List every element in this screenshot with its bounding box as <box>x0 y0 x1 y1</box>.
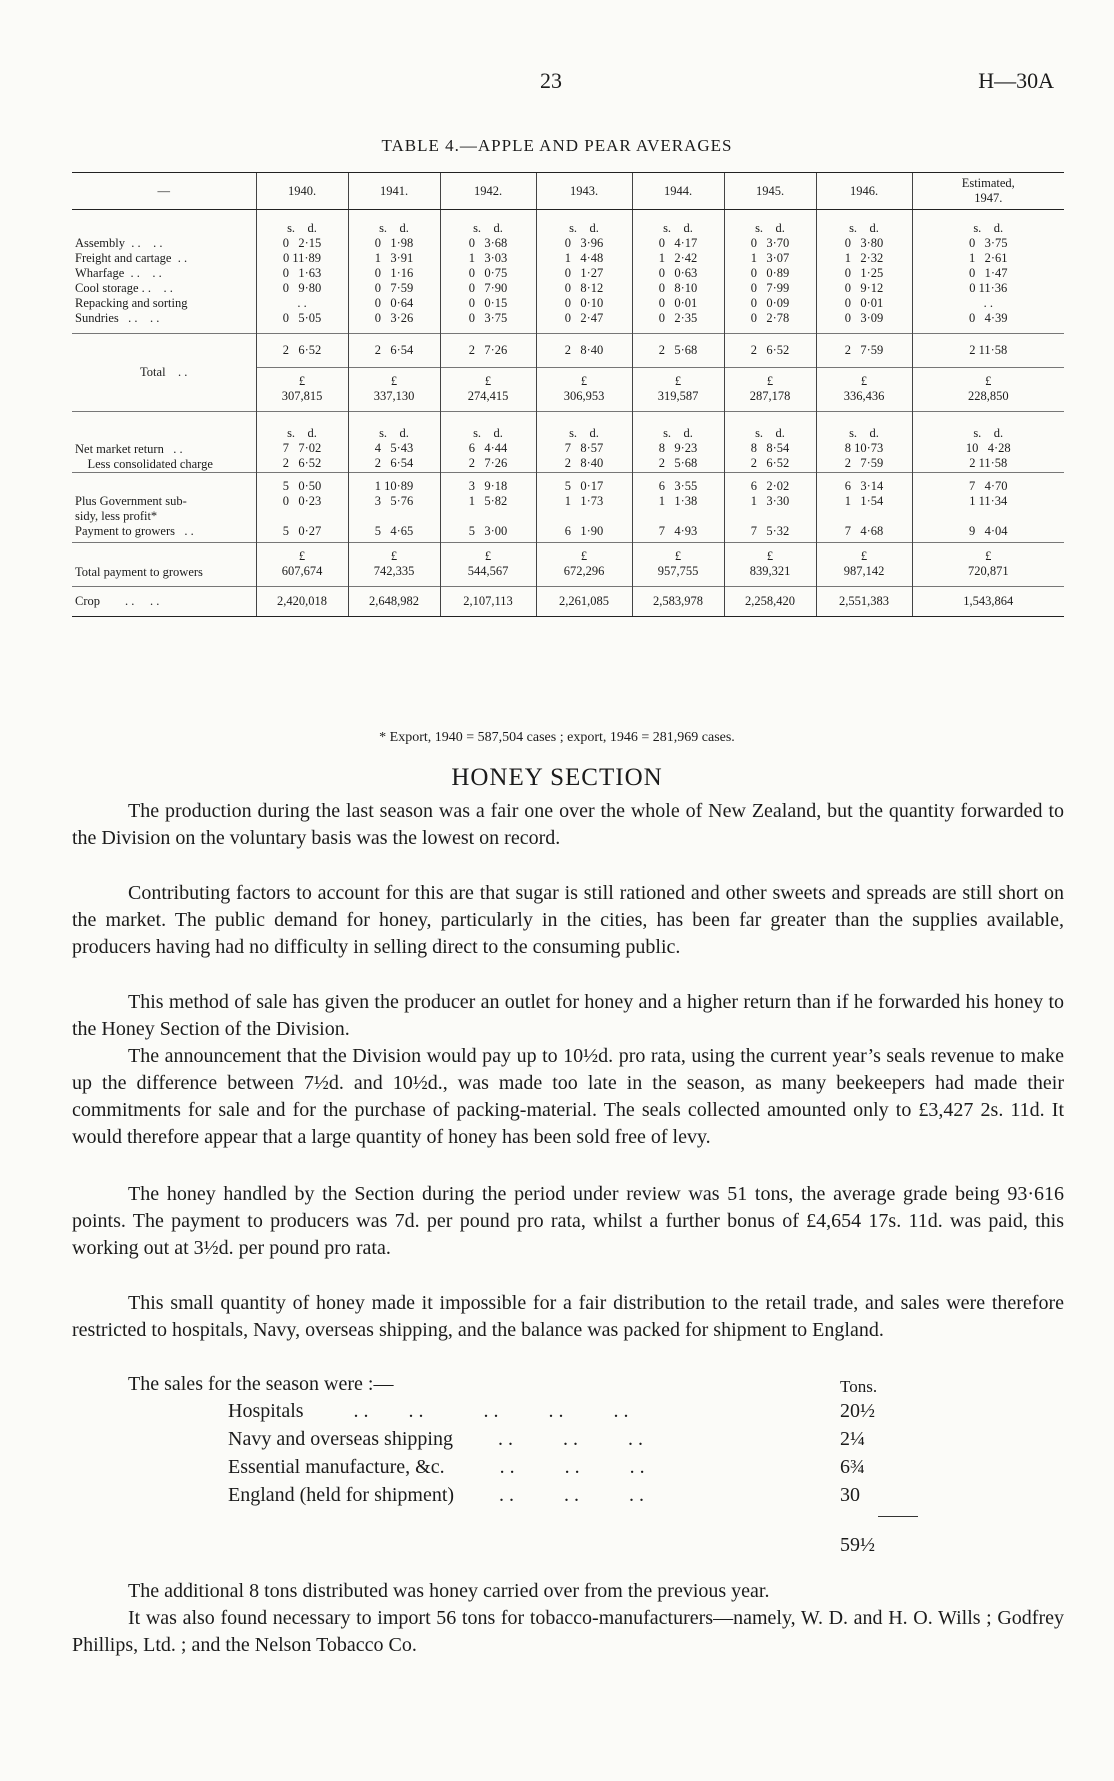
cost-values: 0 3·68 1 3·03 0 0·75 0 7·90 0 0·15 0 3·75 <box>440 236 536 334</box>
sales-label: Hospitals . . . . . . . . . . <box>228 1400 629 1422</box>
section-title: HONEY SECTION <box>451 764 663 791</box>
crop-value: 2,107,113 <box>440 587 536 617</box>
total-pound: 287,178 <box>749 389 791 403</box>
unit-sd: s. d. <box>287 426 317 440</box>
unit-pound: £ <box>860 374 868 388</box>
subsidy-values: 5 0·17 1 1·73 6 1·90 <box>536 473 632 543</box>
paragraph: This small quantity of honey made it impossible for a fair distribution to the retail trade, and sales were therefore restricted to hospitals, Navy, overseas shipping, and the balance was packed for shipment to England. <box>72 1292 1064 1341</box>
total-payment: 742,335 <box>373 564 415 578</box>
total-label: Total . . <box>72 334 256 412</box>
total-pound: 319,587 <box>657 389 699 403</box>
total-sd: 2 5·68 <box>632 334 724 368</box>
net-values: 10 4·28 2 11·58 <box>965 441 1011 470</box>
total-pound: 306,953 <box>563 389 605 403</box>
total-sd: 2 7·26 <box>440 334 536 368</box>
unit-pound: £ <box>674 374 682 388</box>
total-sd: 2 6·52 <box>256 334 348 368</box>
paper-reference: H—30A <box>978 68 1054 93</box>
sales-tons: 20½ <box>840 1400 875 1422</box>
crop-value: 2,261,085 <box>536 587 632 617</box>
unit-pound: £ <box>766 549 774 563</box>
col-header: 1945. <box>724 173 816 210</box>
col-header: 1946. <box>816 173 912 210</box>
crop-value: 1,543,864 <box>912 587 1064 617</box>
unit-sd: s. d. <box>473 426 503 440</box>
subsidy-labels: Plus Government sub- sidy, less profit* Payment to growers . . <box>72 473 256 543</box>
paragraph: The honey handled by the Section during the period under review was 51 tons, the average grade being 93·616 points. The payment to producers was 7d. per pound pro rata, whilst a further bonus of £4,654 17s. 11d. was paid, this working out at 3½d. per pound pro rata. <box>72 1183 1064 1259</box>
col-header: 1944. <box>632 173 724 210</box>
sales-intro: The sales for the season were :— <box>128 1373 394 1395</box>
total-sd: 2 11·58 <box>912 334 1064 368</box>
total-pound: 228,850 <box>967 389 1009 403</box>
unit-sd: s. d. <box>440 210 536 236</box>
total-pound: 336,436 <box>843 389 885 403</box>
col-header: Estimated, 1947. <box>912 173 1064 210</box>
unit-sd: s. d. <box>569 426 599 440</box>
sales-label: Navy and overseas shipping . . . . . . <box>228 1428 643 1450</box>
sales-total: 59½ <box>840 1534 875 1556</box>
col-header: 1940. <box>256 173 348 210</box>
sales-tons: 30 <box>840 1484 860 1506</box>
cost-values: 0 3·96 1 4·48 0 1·27 0 8·12 0 0·10 0 2·47 <box>536 236 632 334</box>
unit-pound: £ <box>766 374 774 388</box>
cost-values: 0 3·80 1 2·32 0 1·25 0 9·12 0 0·01 0 3·09 <box>816 236 912 334</box>
unit-sd: s. d. <box>849 426 879 440</box>
net-values: 8 10·73 2 7·59 <box>844 441 884 470</box>
crop-value: 2,258,420 <box>724 587 816 617</box>
net-labels: Net market return . . Less consolidated charge <box>72 412 256 473</box>
unit-pound: £ <box>390 549 398 563</box>
crop-value: 2,648,982 <box>348 587 440 617</box>
sum-rule <box>878 1516 918 1517</box>
header-blank: — <box>72 173 256 210</box>
sales-label: Essential manufacture, &c. . . . . . . <box>228 1456 645 1478</box>
net-values: 4 5·43 2 6·54 <box>374 441 414 470</box>
total-payment: 544,567 <box>467 564 509 578</box>
paragraph: This method of sale has given the producer an outlet for honey and a higher return than if he forwarded his honey to the Honey Section of the Division. <box>72 991 1064 1040</box>
unit-sd: s. d. <box>973 426 1004 440</box>
table-footnote: * Export, 1940 = 587,504 cases ; export, 1946 = 281,969 cases. <box>379 730 735 745</box>
crop-label: Crop . . . . <box>72 587 256 617</box>
sales-tons: 2¼ <box>840 1428 865 1450</box>
col-header: 1942. <box>440 173 536 210</box>
crop-value: 2,551,383 <box>816 587 912 617</box>
unit-pound: £ <box>298 549 306 563</box>
total-payment: 607,674 <box>281 564 323 578</box>
unit-pound: £ <box>484 374 492 388</box>
total-payment: 720,871 <box>967 564 1009 578</box>
total-sd: 2 8·40 <box>536 334 632 368</box>
unit-sd: s. d. <box>536 210 632 236</box>
unit-sd: s. d. <box>256 210 348 236</box>
total-payment: 839,321 <box>749 564 791 578</box>
subsidy-values: 3 9·18 1 5·82 5 3·00 <box>440 473 536 543</box>
paragraph: The additional 8 tons distributed was honey carried over from the previous year. <box>128 1580 770 1602</box>
page-number: 23 <box>540 68 562 93</box>
unit-pound: £ <box>860 549 868 563</box>
net-values: 7 8·57 2 8·40 <box>564 441 604 470</box>
subsidy-values: 1 10·89 3 5·76 5 4·65 <box>348 473 440 543</box>
net-values: 8 8·54 2 6·52 <box>750 441 790 470</box>
paragraph: The production during the last season was a fair one over the whole of New Zealand, but the quantity forwarded to the Division on the voluntary basis was the lowest on record. <box>72 800 1064 849</box>
subsidy-values: 6 3·14 1 1·54 7 4·68 <box>816 473 912 543</box>
cost-values: 0 3·75 1 2·61 0 1·47 0 11·36 . . 0 4·39 <box>912 236 1064 334</box>
unit-sd: s. d. <box>816 210 912 236</box>
unit-sd: s. d. <box>912 210 1064 236</box>
net-values: 7 7·02 2 6·52 <box>282 441 322 470</box>
cost-values: 0 4·17 1 2·42 0 0·63 0 8·10 0 0·01 0 2·35 <box>632 236 724 334</box>
apple-pear-averages-table <box>72 172 1064 617</box>
sales-label: England (held for shipment) . . . . . . <box>228 1484 645 1506</box>
cost-labels: Assembly . . . . Freight and cartage . . Wharfage . . . . Cool storage . . . . Repacking and sorting Sundries . . . . <box>75 235 188 325</box>
table-title: TABLE 4.—APPLE AND PEAR AVERAGES <box>381 136 733 155</box>
col-header: 1943. <box>536 173 632 210</box>
net-values: 6 4·44 2 7·26 <box>468 441 508 470</box>
unit-sd: s. d. <box>632 210 724 236</box>
unit-pound: £ <box>484 549 492 563</box>
col-header: 1941. <box>348 173 440 210</box>
total-payment: 987,142 <box>843 564 885 578</box>
unit-pound: £ <box>390 374 398 388</box>
net-values: 8 9·23 2 5·68 <box>658 441 698 470</box>
paragraph: Contributing factors to account for this are that sugar is still rationed and other sweets and spreads are still short on the market. The public demand for honey, particularly in the cities, has been far greater than the supplies available, producers having had no difficulty in selling direct to the consuming public. <box>72 882 1064 958</box>
cost-values: 0 2·15 0 11·89 0 1·63 0 9·80 . . 0 5·05 <box>256 236 348 334</box>
total-payment-label: Total payment to growers <box>72 543 256 587</box>
subsidy-values: 7 4·70 1 11·34 9 4·04 <box>912 473 1064 543</box>
total-pound: 307,815 <box>281 389 323 403</box>
total-payment: 672,296 <box>563 564 605 578</box>
paragraph: The announcement that the Division would pay up to 10½d. pro rata, using the current year’s seals revenue to make up the difference between 7½d. and 10½d., was made too late in the season, as many beekeepers had made their commitments for sale and for the purchase of packing-material. The seals collected amounted only to £3,427 2s. 11d. It would therefore appear that a large quantity of honey has been sold free of levy. <box>72 1045 1064 1148</box>
unit-pound: £ <box>985 549 992 563</box>
unit-sd: s. d. <box>663 426 693 440</box>
unit-sd: s. d. <box>379 426 409 440</box>
tons-header: Tons. <box>840 1377 878 1396</box>
unit-pound: £ <box>298 374 306 388</box>
paragraph: It was also found necessary to import 56 tons for tobacco-manufacturers—namely, W. D. and H. O. Wills ; Godfrey Phillips, Ltd. ; and the Nelson Tobacco Co. <box>72 1607 1064 1656</box>
total-pound: 274,415 <box>467 389 509 403</box>
total-sd: 2 6·54 <box>348 334 440 368</box>
subsidy-values: 5 0·50 0 0·23 5 0·27 <box>256 473 348 543</box>
unit-sd: s. d. <box>755 426 785 440</box>
cost-values: 0 3·70 1 3·07 0 0·89 0 7·99 0 0·09 0 2·78 <box>724 236 816 334</box>
unit-pound: £ <box>674 549 682 563</box>
total-sd: 2 7·59 <box>816 334 912 368</box>
unit-pound: £ <box>985 374 992 388</box>
sales-tons: 6¾ <box>840 1456 865 1478</box>
crop-value: 2,583,978 <box>632 587 724 617</box>
crop-value: 2,420,018 <box>256 587 348 617</box>
cost-values: 0 1·98 1 3·91 0 1·16 0 7·59 0 0·64 0 3·26 <box>348 236 440 334</box>
unit-sd: s. d. <box>348 210 440 236</box>
total-pound: 337,130 <box>373 389 415 403</box>
subsidy-values: 6 2·02 1 3·30 7 5·32 <box>724 473 816 543</box>
subsidy-values: 6 3·55 1 1·38 7 4·93 <box>632 473 724 543</box>
unit-pound: £ <box>580 549 588 563</box>
unit-sd: s. d. <box>724 210 816 236</box>
unit-pound: £ <box>580 374 588 388</box>
total-payment: 957,755 <box>657 564 699 578</box>
total-sd: 2 6·52 <box>724 334 816 368</box>
